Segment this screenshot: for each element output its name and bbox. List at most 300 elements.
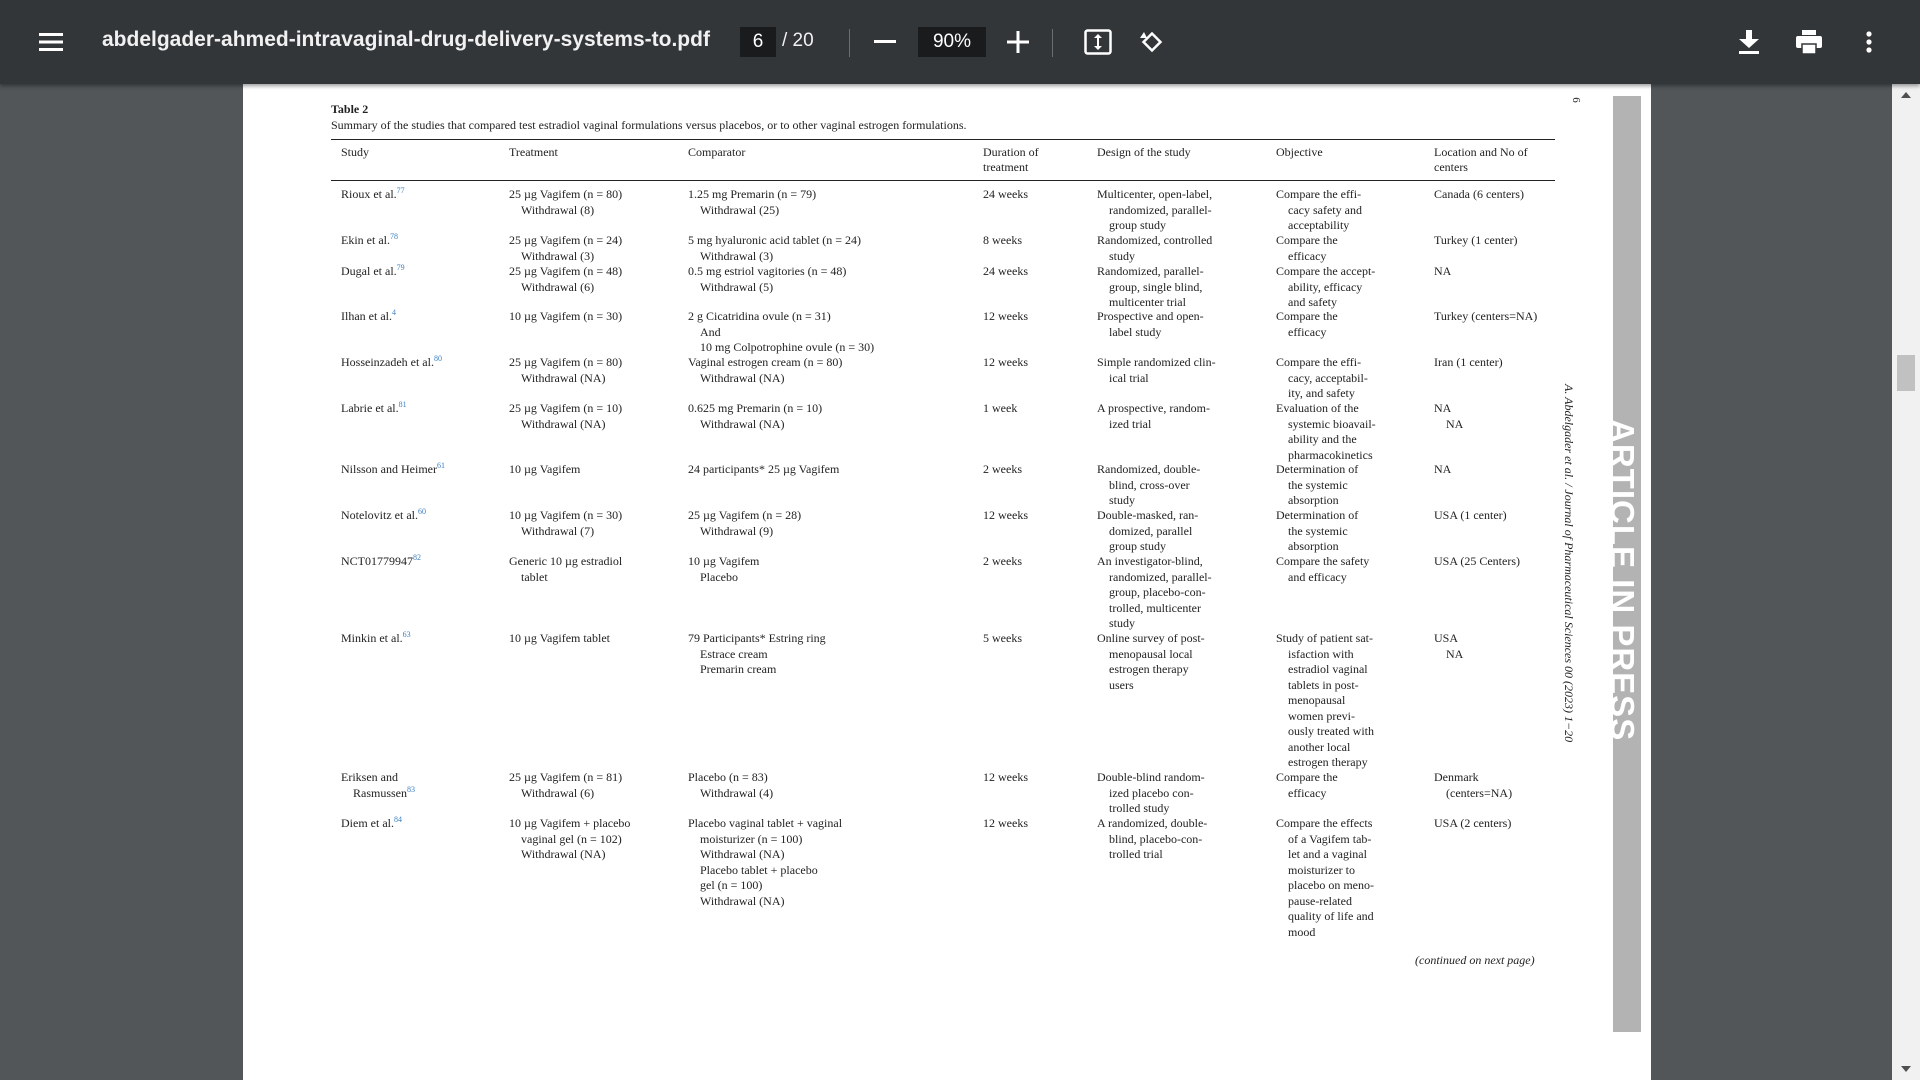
cell-text: Withdrawal (3) (521, 248, 595, 263)
cell-line (1276, 539, 1358, 555)
cell-text: 5 weeks (983, 631, 1022, 645)
cell-text: group study (1109, 218, 1166, 232)
cell-text: Denmark (1434, 770, 1479, 784)
cell-line (688, 280, 846, 296)
cell-comparator (688, 816, 842, 909)
cell-text: (centers=NA) (1446, 785, 1513, 800)
cell-text: menopausal (1288, 693, 1346, 707)
cell-design (1097, 309, 1204, 340)
cell-treatment (509, 770, 622, 801)
cell-text: Notelovitz et al. (341, 508, 418, 522)
cell-text: mood (1288, 924, 1316, 939)
cell-text: users (1109, 677, 1134, 692)
cell-objective (1276, 631, 1374, 771)
cell-study (341, 770, 415, 801)
cell-text: 10 mg Colpotrophine ovule (n = 30) (700, 340, 875, 354)
cell-text: pause-related (1288, 893, 1352, 908)
cell-text: 25 µg Vagifem (n = 80) (509, 187, 623, 201)
cell-duration (983, 233, 1022, 249)
cell-line (1276, 755, 1374, 771)
cell-treatment (509, 462, 580, 478)
cell-location (1434, 816, 1511, 832)
cell-line (1276, 816, 1374, 832)
cell-text: NCT01779947 (341, 554, 413, 568)
cell-line (688, 863, 842, 879)
cell-line (688, 631, 826, 647)
cell-text: study (1109, 493, 1136, 507)
cell-duration (983, 401, 1017, 417)
cell-text: 25 µg Vagifem (n = 81) (509, 770, 623, 784)
cell-text: Vaginal estrogen cream (n = 80) (688, 355, 843, 369)
cell-text: Withdrawal (NA) (700, 416, 785, 431)
cell-line (1276, 554, 1369, 570)
cell-line (1097, 325, 1204, 341)
rotate-button[interactable] (1128, 18, 1176, 66)
cell-duration (983, 309, 1028, 325)
cell-line (1434, 508, 1507, 524)
cell-text: quality of life and (1288, 909, 1374, 923)
cell-text: Compare the (1276, 770, 1338, 784)
cell-text: trolled trial (1109, 847, 1163, 861)
cell-text: Placebo vaginal tablet + vaginal (688, 816, 843, 830)
cell-text: Withdrawal (NA) (700, 893, 785, 908)
cell-text: domized, parallel (1109, 523, 1193, 538)
cell-line (983, 355, 1028, 371)
cell-line (1097, 678, 1205, 694)
cell-design (1097, 554, 1212, 632)
cell-line (509, 371, 622, 387)
scroll-up-arrow-icon[interactable] (1901, 92, 1911, 98)
cell-treatment (509, 508, 622, 539)
cell-line (341, 264, 405, 280)
cell-line (1097, 539, 1198, 555)
cell-location (1434, 264, 1451, 280)
cell-line (509, 847, 630, 863)
cell-design (1097, 264, 1204, 311)
article-in-press-watermark: ARTICLE IN PRESS (1604, 419, 1641, 742)
cell-text: estrogen therapy (1109, 662, 1189, 676)
cell-duration (983, 462, 1022, 478)
cell-text: 25 µg Vagifem (n = 48) (509, 264, 623, 278)
cell-line (983, 233, 1022, 249)
cell-treatment (509, 401, 622, 432)
cell-line (1097, 585, 1212, 601)
cell-comparator (688, 309, 874, 356)
printer-icon (1796, 30, 1822, 54)
cell-line (1276, 508, 1358, 524)
column-header-comparator: Comparator (688, 145, 746, 159)
cell-text: efficacy (1288, 248, 1327, 263)
cell-text: blind, placebo-con- (1109, 831, 1203, 846)
cell-line (1097, 280, 1204, 296)
cell-line (1097, 524, 1198, 540)
column-header-treatment: Treatment (509, 145, 558, 159)
cell-line (688, 187, 816, 203)
cell-text: the systemic (1288, 523, 1348, 538)
cell-line (1276, 570, 1369, 586)
cell-line (509, 462, 580, 478)
cell-line (509, 417, 622, 433)
cell-line (341, 816, 402, 832)
cell-line (1097, 770, 1205, 786)
cell-text: Placebo tablet + placebo (700, 862, 818, 877)
cell-text: Labrie et al. (341, 401, 399, 415)
cell-line (509, 570, 622, 586)
cell-line (1434, 816, 1511, 832)
reference-link[interactable]: 78 (389, 232, 398, 241)
cell-text: Compare the (1276, 233, 1338, 247)
cell-text: Dugal et al. (341, 264, 397, 278)
cell-text: cacy safety and (1288, 202, 1362, 217)
cell-duration (983, 264, 1028, 280)
cell-line (1434, 786, 1512, 802)
download-button[interactable] (1725, 18, 1773, 66)
cell-line (1434, 554, 1520, 570)
cell-line (688, 816, 842, 832)
cell-text: Minkin et al. (341, 631, 403, 645)
cell-text: Estrace cream (700, 646, 768, 661)
column-header-location (1434, 145, 1528, 175)
cell-text: cacy, acceptabil- (1288, 370, 1368, 385)
page-number-input[interactable]: 6 (740, 27, 776, 57)
cell-text: Online survey of post- (1097, 631, 1205, 645)
cell-text: ity, and safety (1288, 386, 1355, 400)
cell-study (341, 508, 426, 524)
reference-link[interactable]: 83 (407, 784, 415, 794)
cell-line (1434, 309, 1537, 325)
cell-comparator (688, 355, 842, 386)
cell-text: study (1109, 616, 1136, 630)
cell-text: Randomized, parallel- (1097, 264, 1204, 278)
cell-line (1434, 647, 1463, 663)
cell-text: 25 µg Vagifem (n = 24) (509, 233, 623, 247)
cell-line (509, 280, 622, 296)
cell-line (1276, 894, 1374, 910)
cell-text: 0.625 mg Premarin (n = 10) (688, 401, 823, 415)
cell-line (509, 816, 630, 832)
zoom-out-button[interactable] (861, 18, 909, 66)
scrollbar-thumb[interactable] (1897, 355, 1915, 391)
cell-line (688, 462, 839, 478)
cell-text: Withdrawal (5) (700, 279, 774, 294)
cell-text: group study (1109, 539, 1166, 553)
cell-line (983, 264, 1028, 280)
cell-line (1276, 401, 1376, 417)
cell-line (1097, 417, 1210, 433)
reference-link[interactable]: 79 (396, 263, 405, 272)
cell-objective (1276, 355, 1368, 402)
scroll-down-arrow-icon[interactable] (1901, 1066, 1911, 1072)
cell-text: absorption (1288, 539, 1339, 553)
cell-location (1434, 508, 1507, 524)
cell-text: USA (1434, 631, 1459, 645)
cell-line (688, 401, 822, 417)
vertical-scrollbar[interactable] (1892, 84, 1920, 1080)
column-header-location-line: Location and No of (1434, 145, 1528, 159)
cell-line (1434, 187, 1524, 203)
cell-line (509, 249, 622, 265)
fit-to-page-button[interactable] (1074, 18, 1122, 66)
cell-text: Withdrawal (6) (521, 279, 595, 294)
table-top-rule (331, 139, 1555, 140)
cell-line (1276, 203, 1362, 219)
cell-text: Compare the effects (1276, 816, 1373, 830)
cell-line (1276, 631, 1374, 647)
more-actions-button[interactable] (1845, 18, 1893, 66)
cell-line (688, 371, 842, 387)
cell-text: 2 weeks (983, 554, 1022, 568)
cell-text: randomized, parallel- (1109, 202, 1212, 217)
cell-design (1097, 631, 1205, 693)
cell-study (341, 264, 405, 280)
cell-design (1097, 355, 1216, 386)
cell-text: Canada (6 centers) (1434, 187, 1524, 201)
cell-text: Ekin et al. (341, 233, 390, 247)
cell-text: estrogen therapy (1288, 755, 1368, 769)
cell-line (1097, 616, 1212, 632)
cell-text: tablet (521, 569, 548, 584)
cell-text: women previ- (1288, 708, 1355, 723)
cell-text: 79 Participants* Estring ring (688, 631, 826, 645)
cell-text: 10 µg Vagifem tablet (509, 631, 611, 645)
cell-text: Multicenter, open-label, (1097, 187, 1213, 201)
cell-objective (1276, 187, 1362, 234)
reference-link[interactable]: 84 (393, 815, 402, 824)
cell-line (688, 249, 861, 265)
cell-text: 12 weeks (983, 309, 1028, 323)
reference-link[interactable]: 61 (436, 461, 445, 470)
cell-line (1276, 709, 1374, 725)
cell-text: Withdrawal (25) (700, 202, 780, 217)
cell-line (1097, 493, 1200, 509)
cell-line (1097, 355, 1216, 371)
cell-text: Compare the effi- (1276, 355, 1362, 369)
cell-line (341, 631, 411, 647)
cell-text: 10 µg Vagifem (509, 462, 581, 476)
cell-text: Turkey (1 center) (1434, 233, 1518, 247)
reference-link[interactable]: 82 (413, 553, 421, 562)
cell-line (509, 203, 622, 219)
cell-line (509, 264, 622, 280)
cell-line (1434, 264, 1451, 280)
cell-text: label study (1109, 324, 1162, 339)
cell-text: and efficacy (1288, 569, 1347, 584)
cell-objective (1276, 816, 1374, 940)
cell-line (1276, 678, 1374, 694)
cell-text: A randomized, double- (1097, 816, 1208, 830)
cell-line (1097, 371, 1216, 387)
cell-line (1276, 786, 1338, 802)
cell-objective (1276, 554, 1369, 585)
cell-line (1434, 233, 1518, 249)
cell-text: 1.25 mg Premarin (n = 79) (688, 187, 817, 201)
reference-link[interactable]: 63 (402, 630, 411, 639)
cell-line (1276, 693, 1374, 709)
cell-text: Withdrawal (8) (521, 202, 595, 217)
cell-text: study (1109, 248, 1136, 263)
pdf-toolbar (0, 0, 1920, 84)
cell-line (688, 647, 826, 663)
cell-text: gel (n = 100) (700, 878, 763, 892)
cell-comparator (688, 264, 846, 295)
cell-text: Withdrawal (6) (521, 785, 595, 800)
cell-line (1097, 264, 1204, 280)
cell-line (983, 770, 1028, 786)
cell-line (688, 340, 874, 356)
cell-line (1276, 662, 1374, 678)
cell-duration (983, 508, 1028, 524)
cell-text: 10 µg Vagifem + placebo (509, 816, 631, 830)
cell-line (983, 508, 1028, 524)
reference-link[interactable]: 77 (396, 186, 405, 195)
cell-text: USA (25 Centers) (1434, 554, 1520, 568)
cell-line (1276, 647, 1374, 663)
cell-text: placebo on meno- (1288, 878, 1374, 892)
cell-line (509, 309, 622, 325)
cell-text: Iran (1 center) (1434, 355, 1503, 369)
column-header-duration-line: Duration of (983, 145, 1039, 159)
cell-line (1276, 280, 1375, 296)
cell-text: 25 µg Vagifem (n = 10) (509, 401, 623, 415)
cell-line (341, 355, 442, 371)
cell-line (509, 524, 622, 540)
cell-text: Compare the (1276, 309, 1338, 323)
cell-study (341, 187, 405, 203)
continued-note: (continued on next page) (1415, 953, 1535, 967)
cell-line (1097, 233, 1212, 249)
cell-line (983, 187, 1028, 203)
cell-text: NA (1446, 416, 1464, 431)
table-title: Table 2 (331, 102, 369, 116)
cell-line (1097, 508, 1198, 524)
cell-line (1276, 233, 1338, 249)
cell-line (509, 786, 622, 802)
cell-text: ously treated with (1288, 724, 1374, 738)
cell-line (1276, 355, 1368, 371)
cell-location (1434, 187, 1524, 203)
cell-treatment (509, 355, 622, 386)
cell-line (1276, 524, 1358, 540)
cell-text: Withdrawal (3) (700, 248, 774, 263)
fit-page-icon (1084, 29, 1112, 55)
cell-text: efficacy (1288, 324, 1327, 339)
toolbar-divider (849, 29, 850, 57)
cell-line (688, 878, 842, 894)
cell-text: Withdrawal (NA) (700, 370, 785, 385)
cell-line (509, 355, 622, 371)
cell-line (1097, 801, 1205, 817)
cell-line (1276, 371, 1368, 387)
cell-line (1276, 448, 1376, 464)
cell-text: multicenter trial (1109, 295, 1186, 309)
cell-line (509, 233, 622, 249)
zoom-level-input[interactable]: 90% (918, 27, 986, 57)
cell-text: group, placebo-con- (1109, 585, 1206, 599)
reference-link[interactable]: 4 (391, 308, 396, 317)
cell-line (1097, 847, 1207, 863)
cell-line (1097, 462, 1200, 478)
cell-comparator (688, 233, 861, 264)
cell-text: randomized, parallel- (1109, 569, 1212, 584)
cell-line (1097, 249, 1212, 265)
cell-line (1097, 647, 1205, 663)
cell-text: Turkey (centers=NA) (1434, 309, 1538, 323)
column-header-design: Design of the study (1097, 145, 1191, 159)
reference-link[interactable]: 60 (417, 507, 426, 516)
cell-objective (1276, 264, 1375, 311)
cell-text: ized placebo con- (1109, 785, 1194, 800)
cell-text: 5 mg hyaluronic acid tablet (n = 24) (688, 233, 862, 247)
column-header-location-line: centers (1434, 160, 1468, 174)
cell-line (1276, 264, 1375, 280)
cell-line (688, 832, 842, 848)
cell-line (341, 770, 415, 786)
cell-line (1276, 249, 1338, 265)
cell-comparator (688, 401, 822, 432)
cell-line (341, 187, 405, 203)
cell-treatment (509, 816, 630, 863)
reference-link[interactable]: 80 (433, 354, 442, 363)
cell-treatment (509, 264, 622, 295)
cell-line (1097, 816, 1207, 832)
cell-study (341, 462, 445, 478)
cell-line (983, 816, 1028, 832)
cell-line (509, 554, 622, 570)
cell-line (1434, 417, 1463, 433)
cell-study (341, 554, 421, 570)
cell-line (509, 631, 610, 647)
cell-comparator (688, 462, 839, 478)
menu-button[interactable] (27, 18, 75, 66)
zoom-in-button[interactable] (994, 18, 1042, 66)
cell-text: 10 µg Vagifem (n = 30) (509, 309, 623, 323)
cell-text: Compare the safety (1276, 554, 1370, 568)
cell-line (688, 847, 842, 863)
cell-line (688, 786, 773, 802)
cell-design (1097, 462, 1200, 509)
cell-text: Evaluation of the (1276, 401, 1359, 415)
cell-text: 25 µg Vagifem (n = 80) (509, 355, 623, 369)
cell-line (1097, 786, 1205, 802)
cell-line (1276, 386, 1368, 402)
cell-line (1276, 832, 1374, 848)
reference-link[interactable]: 81 (398, 400, 407, 409)
cell-line (983, 462, 1022, 478)
cell-duration (983, 355, 1028, 371)
cell-line (688, 417, 822, 433)
cell-comparator (688, 770, 773, 801)
cell-text: absorption (1288, 493, 1339, 507)
cell-line (688, 309, 874, 325)
cell-text: pharmacokinetics (1288, 447, 1373, 462)
cell-study (341, 355, 442, 371)
cell-duration (983, 816, 1028, 832)
cell-text: 10 µg Vagifem (n = 30) (509, 508, 623, 522)
cell-text: 24 weeks (983, 264, 1028, 278)
cell-text: 12 weeks (983, 355, 1028, 369)
cell-design (1097, 508, 1198, 555)
download-icon (1739, 30, 1759, 54)
cell-line (688, 508, 801, 524)
cell-line (1434, 462, 1451, 478)
cell-text: Randomized, controlled (1097, 233, 1213, 247)
cell-line (1097, 203, 1212, 219)
cell-objective (1276, 462, 1358, 509)
print-button[interactable] (1785, 18, 1833, 66)
cell-line (1276, 325, 1338, 341)
cell-objective (1276, 309, 1338, 340)
cell-line (1097, 554, 1212, 570)
